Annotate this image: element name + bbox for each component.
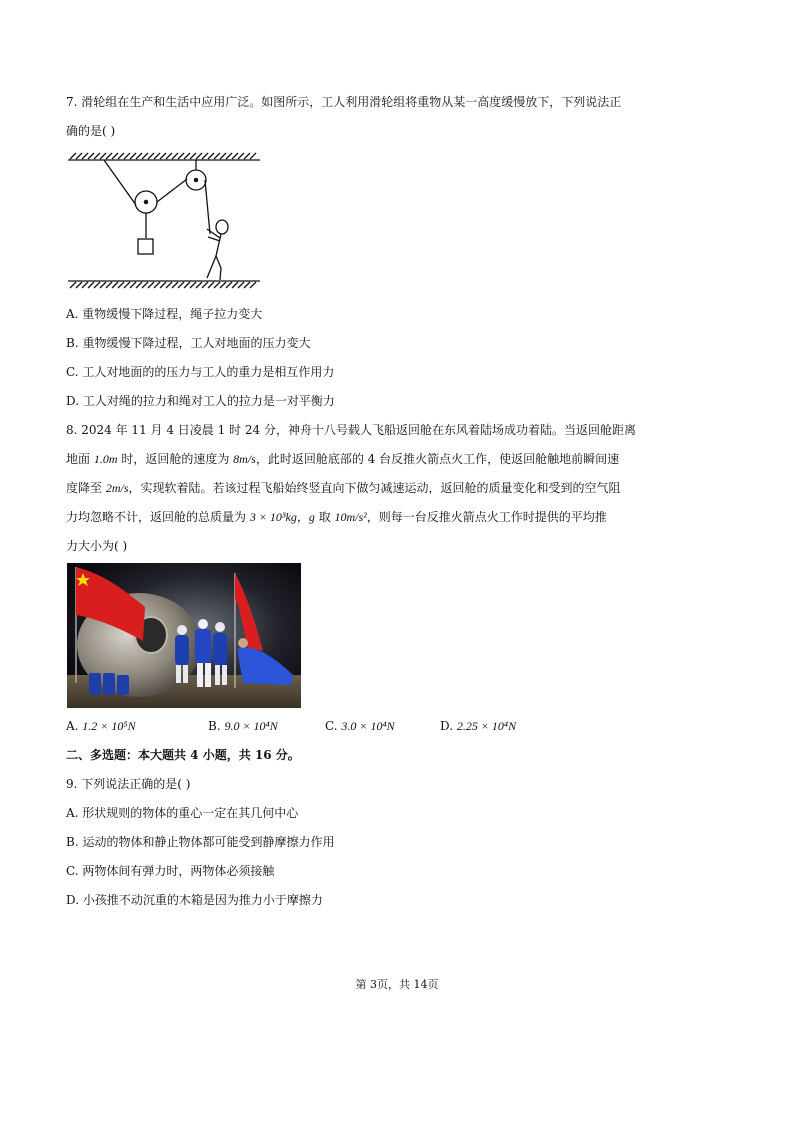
- math-height: 1.0m: [93, 452, 118, 466]
- q7-option-d: D. 工人对绳的拉力和绳对工人的拉力是一对平衡力: [66, 394, 335, 408]
- q7-option-b: B. 重物缓慢下降过程，工人对地面的压力变大: [66, 336, 311, 350]
- q8-option-b: B. 9.0 × 10⁴N: [208, 719, 278, 733]
- rope-left: [104, 160, 136, 205]
- weight-block: [138, 239, 153, 254]
- rope-right: [205, 180, 210, 234]
- q8-option-c: C. 3.0 × 10⁴N: [325, 719, 395, 733]
- ceiling-hatching: [70, 153, 256, 159]
- math-g: g: [308, 510, 315, 524]
- floor-hatching: [70, 282, 256, 288]
- math-g-value: 10m/s²: [334, 510, 367, 524]
- q9-option-c: C. 两物体间有弹力时，两物体必须接触: [66, 864, 275, 878]
- q9-option-b: B. 运动的物体和静止物体都可能受到静摩擦力作用: [66, 835, 335, 849]
- q7-option-a: A. 重物缓慢下降过程，绳子拉力变大: [66, 307, 263, 321]
- q8-stem-line4: 力均忽略不计，返回舱的总质量为 3 × 10³kg，g 取 10m/s²，则每一台反推火箭点火工作时提供的平均推: [66, 510, 607, 524]
- equipment-case: [103, 673, 115, 695]
- pulley-system-figure: [66, 150, 266, 295]
- rope-middle: [157, 179, 187, 202]
- q9-option-d: D. 小孩推不动沉重的木箱是因为推力小于摩擦力: [66, 893, 323, 907]
- q9-option-a: A. 形状规则的物体的重心一定在其几何中心: [66, 806, 299, 820]
- q9-stem: 9. 下列说法正确的是( ): [66, 777, 191, 791]
- q8-stem-line3: 度降至 2m/s，实现软着陆。若该过程飞船始终竖直向下做匀减速运动，返回舱的质量变化和受到的空气阻: [66, 481, 621, 495]
- q7-stem-line1: 7. 滑轮组在生产和生活中应用广泛。如图所示，工人利用滑轮组将重物从某一高度缓慢放下，下列说法正: [66, 95, 622, 109]
- q8-stem-line2: 地面 1.0m 时，返回舱的速度为 8m/s，此时返回舱底部的 4 台反推火箭点火工作，使返回舱触地前瞬间速: [66, 452, 620, 466]
- q8-stem-line5: 力大小为( ): [66, 539, 128, 553]
- math-speed-initial: 8m/s: [233, 452, 256, 466]
- page-footer: 第 3页，共 14页: [355, 978, 439, 991]
- q7-option-c: C. 工人对地面的的压力与工人的重力是相互作用力: [66, 365, 335, 379]
- section-heading-multiple-choice: 二、多选题：本大题共 4 小题，共 16 分。: [66, 748, 300, 762]
- equipment-case: [117, 675, 129, 695]
- q8-option-a: A. 1.2 × 10⁵N: [66, 719, 136, 733]
- equipment-case: [89, 673, 101, 695]
- q7-stem-line2: 确的是( ): [66, 124, 116, 138]
- q8-option-d: D. 2.25 × 10⁴N: [440, 719, 517, 733]
- math-speed-final: 2m/s: [105, 481, 129, 495]
- q8-stem-line1: 8. 2024 年 11 月 4 日凌晨 1 时 24 分，神舟十八号载人飞船返回舱在东风着陆场成功着陆。当返回舱距离: [66, 423, 636, 437]
- math-mass: 3 × 10³kg: [249, 510, 297, 524]
- capsule-landing-photo: [67, 563, 301, 708]
